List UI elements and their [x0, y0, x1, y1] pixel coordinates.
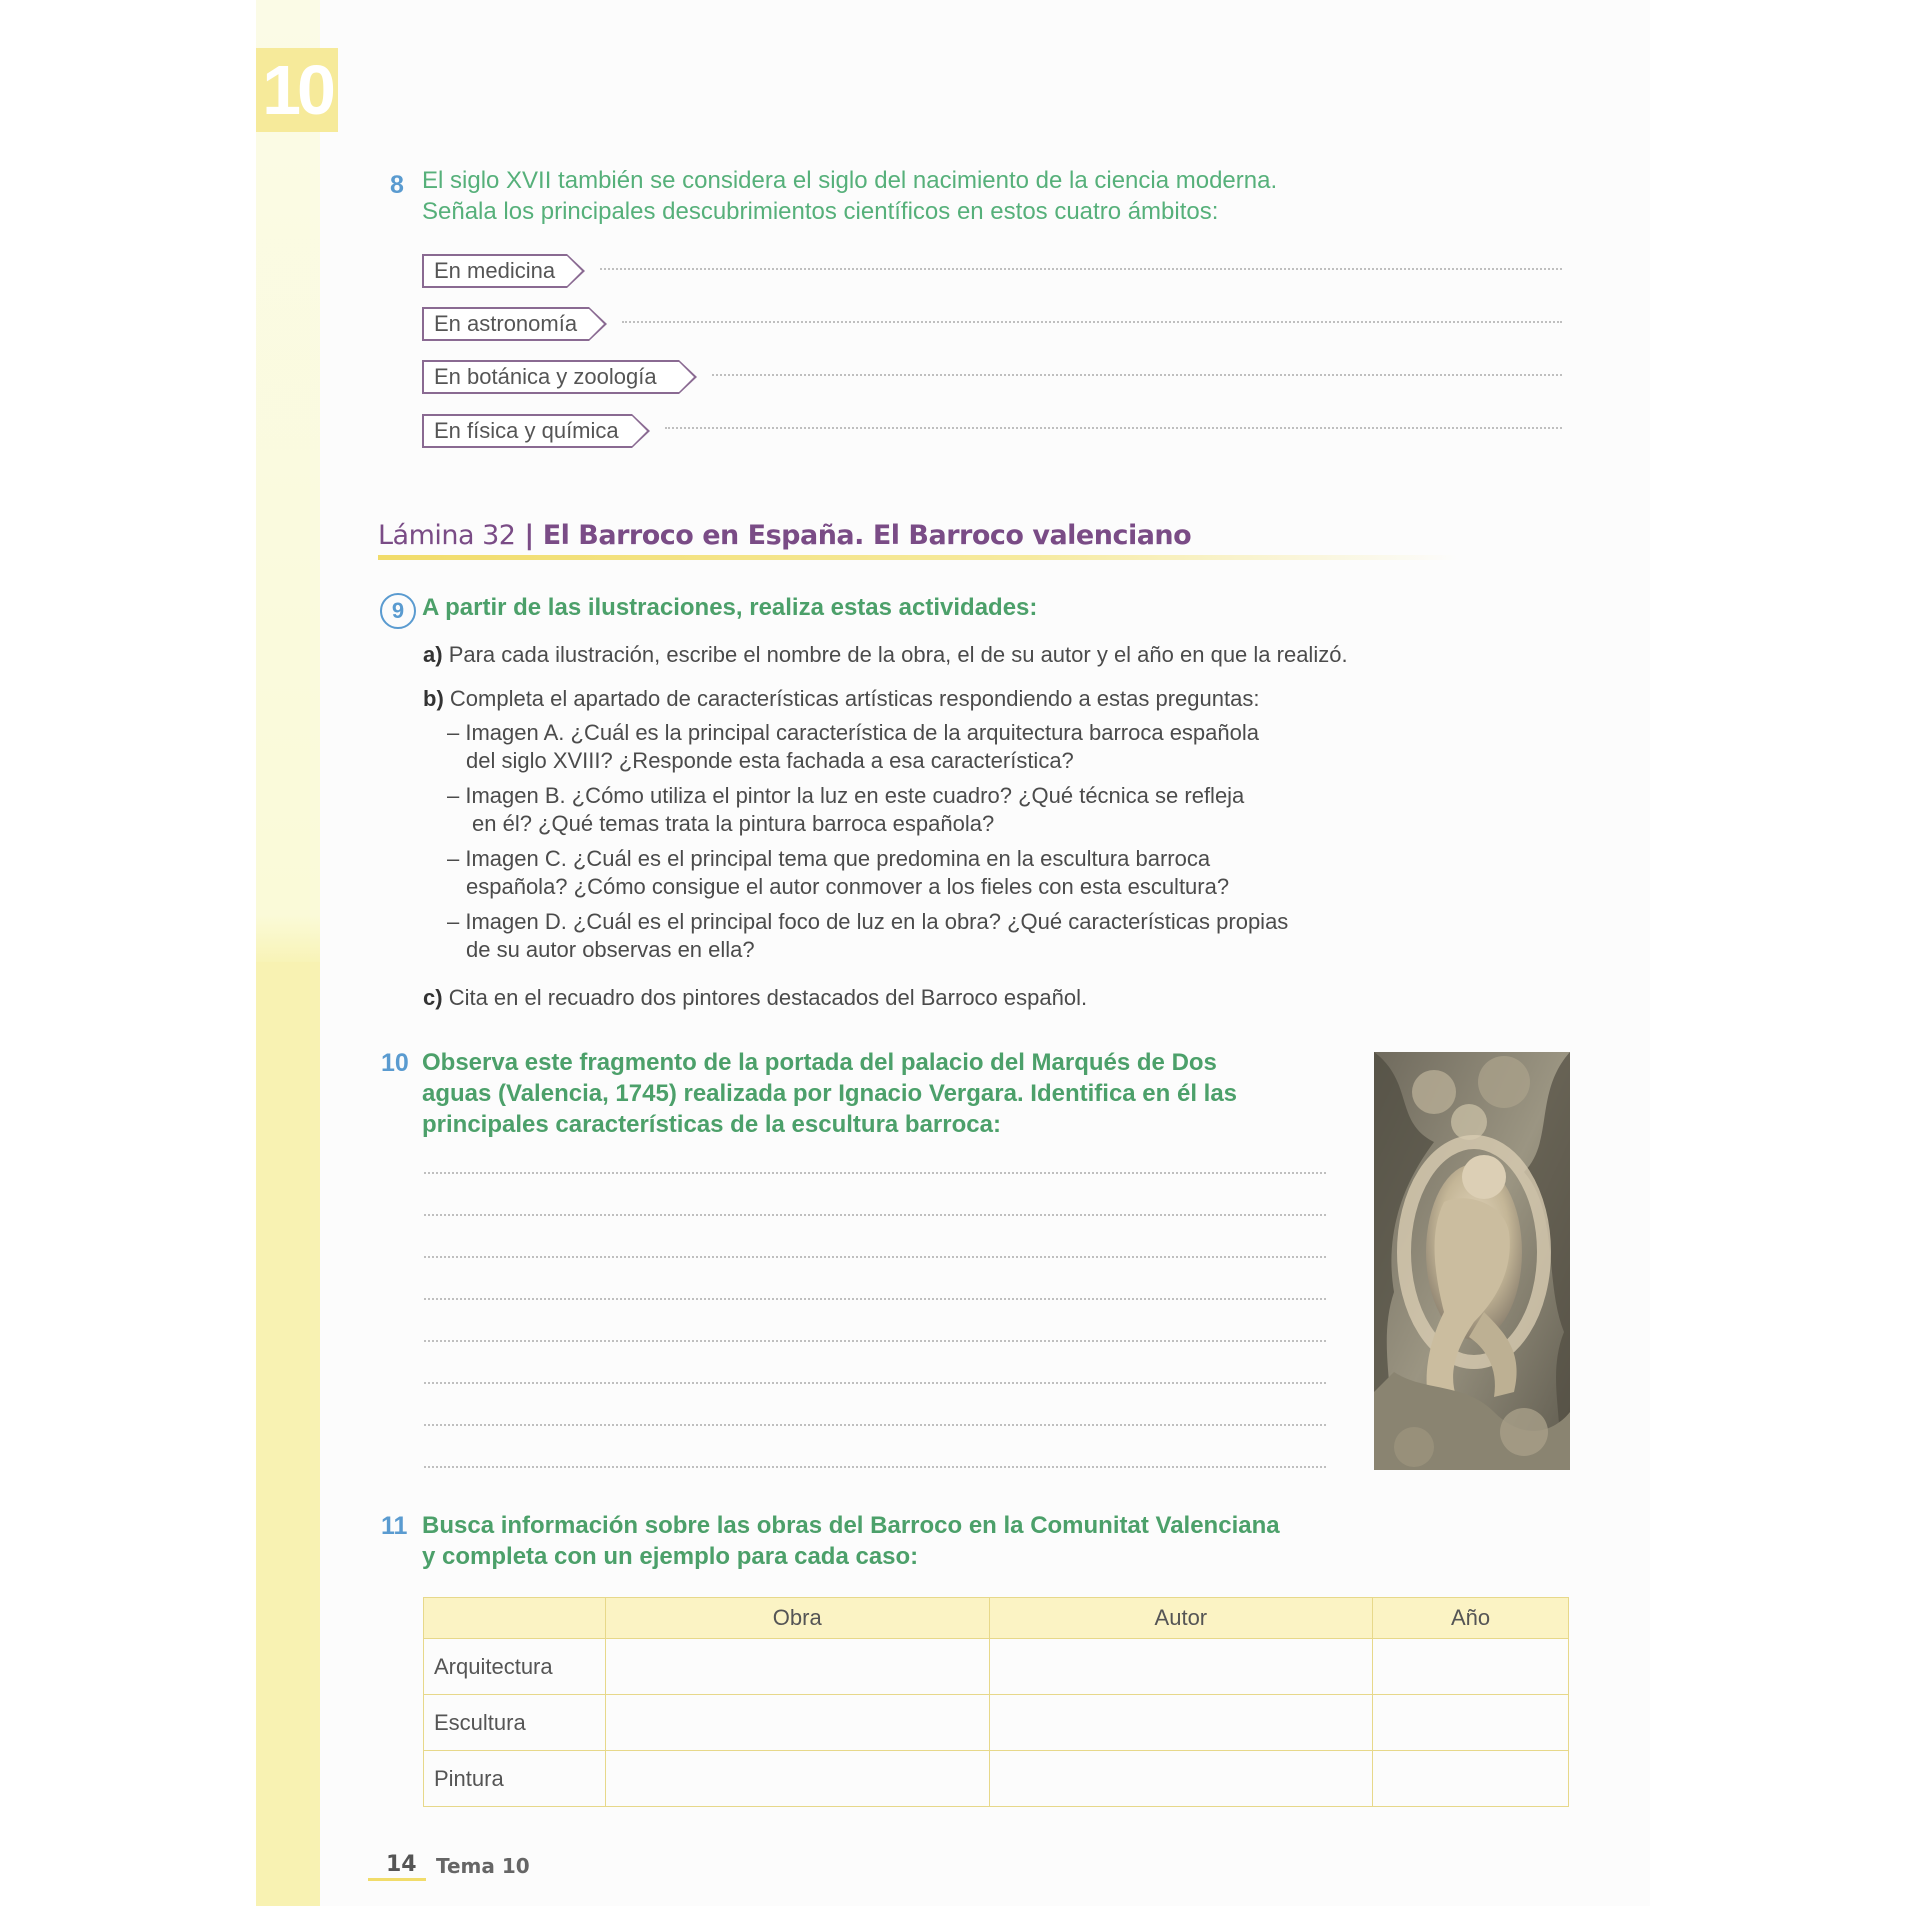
sculpture-photo — [1374, 1052, 1570, 1470]
q9-b-image-b-line2: en él? ¿Qué temas trata la pintura barroca española? — [472, 811, 995, 836]
q9-b-label: b) — [423, 686, 444, 711]
section-heading: El Barroco en España. El Barroco valenciano — [542, 520, 1192, 551]
q9-b-image-c-line1: – Imagen C. ¿Cuál es el principal tema que predomina en la escultura barroca — [447, 846, 1211, 871]
q9-b-image-d-line2: de su autor observas en ella? — [466, 937, 755, 962]
question-10-line-1: Observa este fragmento de la portada del palacio del Marqués de Dos — [422, 1049, 1217, 1076]
q9-b-image-a-line1: – Imagen A. ¿Cuál es la principal característica de la arquitectura barroca española — [447, 720, 1259, 745]
footer-tema: Tema 10 — [436, 1854, 530, 1878]
answer-line-botanica[interactable] — [712, 374, 1562, 376]
answer-line-astronomia[interactable] — [622, 321, 1562, 323]
q9-c-text: Cita en el recuadro dos pintores destacados del Barroco español. — [448, 985, 1088, 1010]
question-10-line-3: principales características de la escultura barroca: — [422, 1111, 1001, 1138]
margin-strip-lower — [256, 962, 320, 1906]
section-lamina: Lámina 32 — [378, 520, 516, 551]
table-header-obra: Obra — [605, 1598, 989, 1639]
question-11-line-2: y completa con un ejemplo para cada caso: — [422, 1543, 919, 1570]
page-number: 14 — [386, 1852, 417, 1877]
q10-answer-line-4[interactable] — [424, 1298, 1326, 1300]
cell-escultura-obra[interactable] — [605, 1695, 989, 1751]
question-10-number: 10 — [381, 1049, 409, 1077]
table-header-empty — [424, 1598, 606, 1639]
answer-line-medicina[interactable] — [600, 268, 1562, 270]
cell-pintura-obra[interactable] — [605, 1751, 989, 1807]
q9-b-image-c-line2: española? ¿Cómo consigue el autor conmover a los fieles con esta escultura? — [466, 874, 1230, 899]
q10-answer-line-5[interactable] — [424, 1340, 1326, 1342]
margin-strip — [256, 0, 320, 1906]
field-label-botanica: En botánica y zoología — [422, 360, 679, 394]
question-8-line-1: El siglo XVII también se considera el siglo del nacimiento de la ciencia moderna. — [422, 167, 1278, 194]
q10-answer-line-6[interactable] — [424, 1382, 1326, 1384]
q10-answer-line-8[interactable] — [424, 1466, 1326, 1468]
q9-b-image-b-line1: – Imagen B. ¿Cómo utiliza el pintor la luz en este cuadro? ¿Qué técnica se refleja — [447, 783, 1245, 808]
q10-answer-line-2[interactable] — [424, 1214, 1326, 1216]
q9-item-c — [423, 984, 1087, 1012]
question-9-heading: A partir de las ilustraciones, realiza estas actividades: — [422, 594, 1038, 621]
q9-b-image-a-line2: del siglo XVIII? ¿Responde esta fachada a esa característica? — [466, 748, 1074, 773]
q10-answer-line-3[interactable] — [424, 1256, 1326, 1258]
q10-answer-line-7[interactable] — [424, 1424, 1326, 1426]
table-header-autor: Autor — [989, 1598, 1373, 1639]
q9-b-image-d-line1: – Imagen D. ¿Cuál es el principal foco de luz en la obra? ¿Qué características propias — [447, 909, 1289, 934]
section-title — [378, 520, 1191, 551]
q9-a-label: a) — [423, 642, 443, 667]
question-8-line-2: Señala los principales descubrimientos científicos en estos cuatro ámbitos: — [422, 198, 1219, 225]
section-underline — [378, 555, 1458, 560]
question-11-line-1: Busca información sobre las obras del Barroco en la Comunitat Valenciana — [422, 1512, 1280, 1539]
question-9-number: 9 — [380, 593, 416, 629]
chapter-tab: 10 — [256, 48, 338, 132]
cell-arquitectura-obra[interactable] — [605, 1639, 989, 1695]
question-8-number: 8 — [390, 171, 404, 199]
cell-pintura-autor[interactable] — [989, 1751, 1373, 1807]
cell-escultura-ano[interactable] — [1373, 1695, 1569, 1751]
q9-c-label: c) — [423, 985, 443, 1010]
table-header-ano: Año — [1373, 1598, 1569, 1639]
table-row — [424, 1751, 1569, 1807]
q9-a-text: Para cada ilustración, escribe el nombre de la obra, el de su autor y el año en que la realizó. — [448, 642, 1348, 667]
field-label-astronomia: En astronomía — [422, 307, 589, 341]
barroco-works-table — [423, 1597, 1569, 1807]
q9-b-text: Completa el apartado de características artísticas respondiendo a estas preguntas: — [449, 686, 1260, 711]
question-10-line-2: aguas (Valencia, 1745) realizada por Ignacio Vergara. Identifica en él las — [422, 1080, 1238, 1107]
row-label-arquitectura: Arquitectura — [424, 1639, 606, 1695]
cell-arquitectura-ano[interactable] — [1373, 1639, 1569, 1695]
q9-item-b — [423, 685, 1259, 713]
footer-underline — [368, 1878, 426, 1881]
q10-answer-line-1[interactable] — [424, 1172, 1326, 1174]
row-label-pintura: Pintura — [424, 1751, 606, 1807]
table-header-row — [424, 1598, 1569, 1639]
question-11-number: 11 — [381, 1512, 408, 1540]
q9-item-a — [423, 641, 1348, 669]
section-separator: | — [524, 520, 534, 551]
sculpture-illustration — [1374, 1052, 1570, 1470]
table-row — [424, 1695, 1569, 1751]
field-label-medicina: En medicina — [422, 254, 567, 288]
cell-pintura-ano[interactable] — [1373, 1751, 1569, 1807]
cell-escultura-autor[interactable] — [989, 1695, 1373, 1751]
cell-arquitectura-autor[interactable] — [989, 1639, 1373, 1695]
row-label-escultura: Escultura — [424, 1695, 606, 1751]
answer-line-fisica[interactable] — [665, 427, 1562, 429]
table-row — [424, 1639, 1569, 1695]
field-label-fisica: En física y química — [422, 414, 632, 448]
